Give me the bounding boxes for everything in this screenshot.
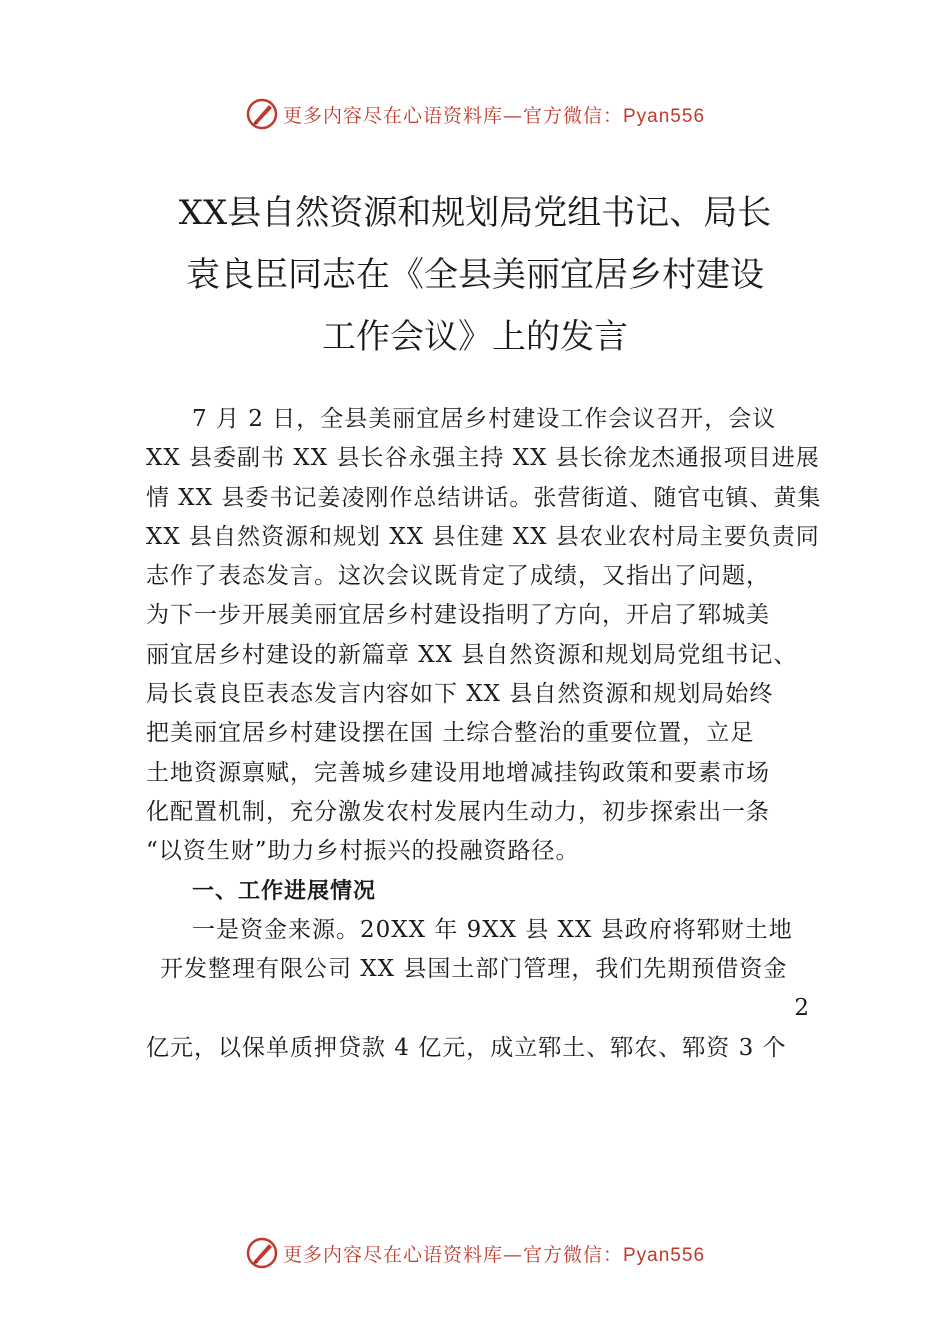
body-line: 局长袁良臣表态发言内容如下 XX 县自然资源和规划局始终: [146, 681, 774, 708]
document-body: [146, 400, 822, 1068]
wechat-id: Pyan556: [623, 105, 706, 127]
body-line: 丽宜居乡村建设的新篇章 XX 县自然资源和规划局党组书记、: [146, 641, 798, 668]
body-line: 土地资源禀赋，完善城乡建设用地增减挂钩政策和要素市场: [146, 759, 770, 786]
body-line: 为下一步开展美丽宜居乡村建设指明了方向，开启了郓城美: [146, 602, 770, 629]
body-line: 7 月 2 日，全县美丽宜居乡村建设工作会议召开，会议: [192, 406, 777, 432]
document-title: [100, 182, 850, 368]
brush-logo-icon: [245, 97, 279, 131]
body-line: 把美丽宜居乡村建设摆在国 土综合整治的重要位置，立足: [146, 720, 755, 747]
footer-banner: [0, 1233, 950, 1273]
title-line: XX县自然资源和规划局党组书记、局长: [178, 193, 772, 233]
banner-text: 更多内容尽在心语资料库—官方微信：Pyan556: [282, 104, 706, 127]
body-line: 亿元，以保单质押贷款 4 亿元，成立郓土、郓农、郓资 3 个: [146, 1034, 787, 1061]
body-line: 开发整理有限公司 XX 县国土部门管理，我们先期预借资金: [160, 956, 788, 983]
section-heading: 一、工作进展情况: [192, 878, 377, 904]
body-line: XX 县委副书 XX 县长谷永强主持 XX 县长徐龙杰通报项目进展: [146, 445, 820, 472]
banner-text: 更多内容尽在心语资料库—官方微信：Pyan556: [282, 1243, 706, 1266]
title-line: 袁良臣同志在《全县美丽宜居乡村建设: [186, 255, 764, 295]
wechat-id: Pyan556: [623, 1244, 706, 1266]
body-line: 志作了表态发言。这次会议既肯定了成绩，又指出了问题，: [146, 563, 770, 590]
brush-logo-icon: [245, 1236, 279, 1270]
body-line: XX 县自然资源和规划 XX 县住建 XX 县农业农村局主要负责同: [146, 523, 820, 550]
body-line: “以资生财”助力乡村振兴的投融资路径。: [146, 838, 580, 865]
body-line: 一是资金来源。20XX 年 9XX 县 XX 县政府将郓财土地: [192, 916, 793, 943]
title-line: 工作会议》上的发言: [322, 317, 628, 357]
body-line: 情 XX 县委书记姜凌刚作总结讲话。张营街道、随官屯镇、黄集: [146, 484, 822, 511]
header-banner: [0, 94, 950, 134]
body-line: 化配置机制，充分激发农村发展内生动力，初步探索出一条: [146, 798, 770, 825]
body-line: 2: [794, 995, 810, 1022]
